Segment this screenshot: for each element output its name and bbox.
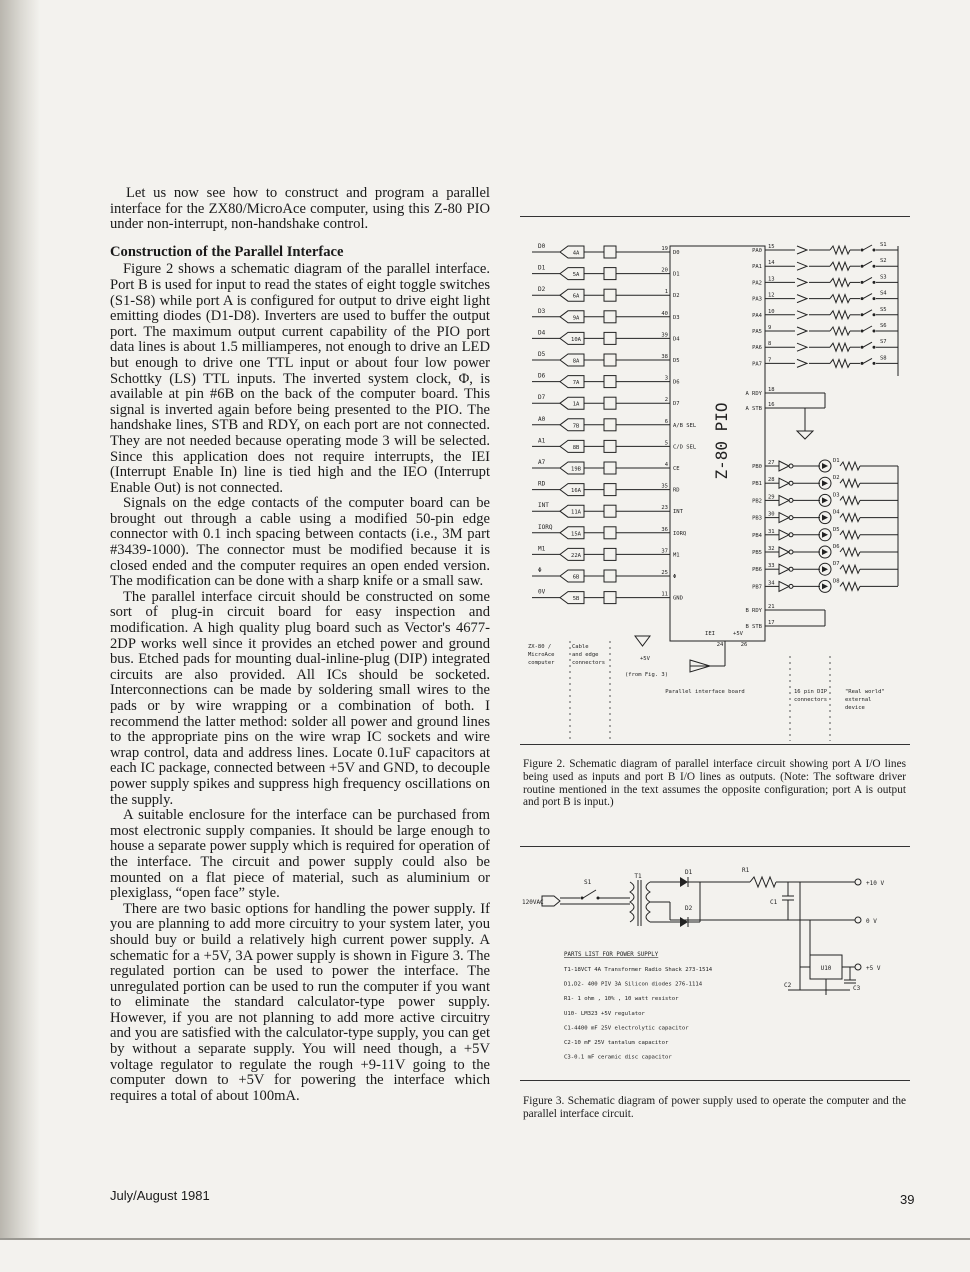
regulator-label: U10 xyxy=(820,965,832,972)
chip-pin-number: 12 xyxy=(768,292,775,299)
chip-pin-number: 33 xyxy=(768,563,775,570)
resistor-symbol xyxy=(830,278,850,286)
chip-pin-number: 38 xyxy=(661,354,668,360)
resistor-symbol xyxy=(840,462,860,470)
figure-3-schematic xyxy=(520,860,910,1075)
board-label: Parallel interface board xyxy=(665,689,745,695)
switch-label: S4 xyxy=(880,290,887,297)
switch-contact xyxy=(873,281,876,284)
dip-label: 16 pin DIP xyxy=(794,689,828,695)
iei-label: IEI xyxy=(705,631,715,637)
vcc-label: +5V xyxy=(733,631,743,637)
buffer-block xyxy=(604,592,616,604)
port-pin-label: PA0 xyxy=(752,248,762,254)
switch-contact xyxy=(873,297,876,300)
switch-label: S7 xyxy=(880,339,887,346)
resistor-symbol xyxy=(840,565,860,573)
port-pin-label: PB0 xyxy=(752,464,762,470)
page-bottom-edge xyxy=(0,1238,970,1272)
figure-rule xyxy=(520,744,910,745)
edge-pin-label: 9A xyxy=(572,315,580,322)
body-paragraph: Signals on the edge contacts of the computer board can be brought out through a cable using a modified 50-pin edge connector with 0.1 inch spacing between contacts (i.e., 3M part #3439-1000). The connector must be modified because it is closed ended and the computer requires an open ended version. The modification can be done with a sharp knife or a small saw. xyxy=(110,495,490,590)
connector-arrow xyxy=(797,246,807,254)
led-label: D6 xyxy=(833,544,840,550)
chip-pin-number: 18 xyxy=(768,387,775,393)
ground-symbol xyxy=(797,431,813,439)
resistor-symbol xyxy=(830,295,850,303)
parts-list-item: D1,D2- 400 PIV 3A Silicon diodes 276-1114 xyxy=(564,981,703,988)
zx80-label: MicroAce xyxy=(528,652,555,658)
edge-pin-label: 7B xyxy=(572,423,580,430)
reference-label: (from Fig. 3) xyxy=(625,672,669,678)
realworld-label: "Real world" xyxy=(845,689,885,695)
connector-arrow xyxy=(797,311,807,319)
signal-name: INT xyxy=(538,502,549,510)
resistor-label: R1 xyxy=(742,867,750,874)
connector-arrow xyxy=(797,327,807,335)
edge-pin-label: 22A xyxy=(571,552,581,559)
parts-list-item: C1-4400 mF 25V electrolytic capacitor xyxy=(564,1025,689,1032)
signal-name: 0V xyxy=(538,588,546,596)
capacitor-label: C2 xyxy=(784,982,792,989)
parts-list-item: R1- 1 ohm , 10% , 10 watt resistor xyxy=(564,996,679,1003)
edge-pin-label: 10A xyxy=(571,336,581,343)
capacitor-label: C3 xyxy=(853,985,861,992)
signal-name: Φ xyxy=(538,567,542,574)
control-pin-label: B STB xyxy=(745,624,762,630)
transformer-primary xyxy=(630,882,634,922)
buffer-block xyxy=(604,440,616,452)
resistor-symbol xyxy=(840,531,860,539)
switch-lever xyxy=(863,310,872,315)
inverter-symbol xyxy=(779,547,789,557)
control-pin-label: B RDY xyxy=(745,608,762,614)
led-diode xyxy=(822,532,828,538)
chip-pin-label: D1 xyxy=(673,271,680,278)
switch-contact xyxy=(873,265,876,268)
chip-pin-number: 25 xyxy=(661,570,668,576)
signal-name: M1 xyxy=(538,545,546,553)
switch-lever xyxy=(863,358,872,363)
diode-d2 xyxy=(680,917,688,927)
capacitor-label: C1 xyxy=(770,899,778,906)
edge-pin-label: 4A xyxy=(572,250,580,257)
resistor-symbol xyxy=(830,262,850,270)
signal-name: A1 xyxy=(538,437,546,445)
port-pin-label: PA1 xyxy=(752,264,762,271)
parts-list-item: C2-10 mF 25V tantalum capacitor xyxy=(564,1040,669,1046)
control-pin-label: A RDY xyxy=(745,391,762,397)
ac-plug xyxy=(542,896,560,906)
switch-contact xyxy=(873,362,876,365)
switch-label: S6 xyxy=(880,323,887,329)
signal-name: D2 xyxy=(538,286,546,294)
chip-pin-label: A/B SEL xyxy=(673,422,697,429)
edge-pin-label: 7A xyxy=(572,380,580,387)
connector-arrow xyxy=(797,359,807,367)
chip-pin-number: 15 xyxy=(768,244,775,250)
chip-pin-number: 9 xyxy=(768,325,772,331)
led-label: D2 xyxy=(833,475,840,482)
chip-pin-label: D5 xyxy=(673,358,680,364)
chip-pin-number: 21 xyxy=(768,604,775,610)
port-pin-label: PA5 xyxy=(752,329,762,335)
signal-name: D4 xyxy=(538,329,546,337)
chip-pin-number: 27 xyxy=(768,460,775,466)
chip-pin-label: M1 xyxy=(673,552,680,559)
figure-3-caption: Figure 3. Schematic diagram of power supply used to operate the computer and the parallel interface circuit. xyxy=(523,1095,906,1120)
chip-pin-number: 32 xyxy=(768,546,775,552)
output-label: 0 V xyxy=(866,918,877,925)
chip-pin-number: 14 xyxy=(768,260,775,267)
issue-date: July/August 1981 xyxy=(110,1188,210,1203)
resistor-symbol xyxy=(840,496,860,504)
output-terminal xyxy=(855,917,861,923)
signal-name: IORQ xyxy=(538,523,553,531)
chip-pin-label: Φ xyxy=(673,574,677,580)
inverter-symbol xyxy=(779,513,789,523)
chip-pin-number: 10 xyxy=(768,308,775,315)
chip-pin-number: 30 xyxy=(768,511,775,518)
inverter-symbol xyxy=(779,581,789,591)
switch-label: S1 xyxy=(880,242,887,248)
signal-name: D1 xyxy=(538,264,546,272)
resistor-symbol xyxy=(840,479,860,487)
switch-label: S2 xyxy=(880,258,887,265)
parts-list-item: T1-18VCT 4A Transformer Radio Shack 273-1514 xyxy=(564,967,713,973)
cable-label: Cable xyxy=(572,644,589,650)
parts-list-item: C3-0.1 mF ceramic disc capacitor xyxy=(564,1054,672,1061)
port-pin-label: PB1 xyxy=(752,481,762,488)
connector-arrow xyxy=(797,278,807,286)
connector-arrow xyxy=(797,262,807,270)
figure-top-rule xyxy=(520,216,910,217)
edge-pin-label: 8A xyxy=(572,358,580,365)
chip-pin-number: 17 xyxy=(768,620,775,626)
switch-label: S1 xyxy=(584,879,592,886)
body-paragraph: A suitable enclosure for the interface can be purchased from most electronic supply companies. It should be large enough to house a separate power supply which is required for operation of the interface. The circuit and power supply could also be mounted on a flat piece of material, such as aluminium or plexiglass, “open face” style. xyxy=(110,807,490,902)
supply-label: +5V xyxy=(640,656,650,662)
edge-pin-label: 5A xyxy=(572,272,580,279)
chip-pin-label: D4 xyxy=(673,336,680,343)
chip-pin-label: CE xyxy=(673,466,680,472)
switch-label: S3 xyxy=(880,274,887,281)
cable-label: connectors xyxy=(572,660,606,666)
buffer-block xyxy=(604,311,616,323)
transformer-secondary xyxy=(646,882,650,922)
chip-pin-number: 7 xyxy=(768,357,772,364)
signal-name: A0 xyxy=(538,415,546,423)
signal-name: RD xyxy=(538,480,546,488)
switch-lever xyxy=(863,261,872,266)
port-pin-label: PB7 xyxy=(752,584,762,591)
chip-pin-number: 34 xyxy=(768,580,775,587)
resistor-symbol xyxy=(830,327,850,335)
port-pin-label: PA2 xyxy=(752,280,762,287)
led-label: D3 xyxy=(833,492,840,499)
edge-pin-label: 16A xyxy=(571,488,581,495)
chip-pin-number: 28 xyxy=(768,477,775,484)
switch-contact xyxy=(873,330,876,333)
resistor-symbol xyxy=(840,514,860,522)
chip-pin-number: 37 xyxy=(661,548,668,555)
chip-pin-label: D3 xyxy=(673,314,680,321)
switch-label: S5 xyxy=(880,306,887,313)
dip-label: connectors xyxy=(794,697,828,703)
port-pin-label: PA6 xyxy=(752,345,762,352)
chip-pin-number: 3 xyxy=(664,375,668,382)
led-diode xyxy=(822,583,828,589)
led-diode xyxy=(822,515,828,521)
chip-pin-label: D6 xyxy=(673,379,680,386)
resistor-symbol xyxy=(830,311,850,319)
chip-pin-number: 40 xyxy=(661,310,668,317)
chip-pin-number: 19 xyxy=(661,246,668,252)
chip-pin-number: 4 xyxy=(664,462,668,468)
signal-name: D6 xyxy=(538,372,546,380)
chip-pin-number: 5 xyxy=(664,440,668,447)
inverter-symbol xyxy=(779,461,789,471)
led-label: D8 xyxy=(833,578,840,585)
body-paragraph: There are two basic options for handling the power supply. If you are planning to add more circuitry to your system later, you should buy or build a relatively high current power supply. A schematic for a +5V, 3A power supply is shown in Figure 3. The regulated portion can be used to power the interface. The unregulated portion can be used to run the computer if you want to eliminate the standard calculator-type power supply. However, if you are not planning to add more active circuitry and you are satisfied with the calculator-type supply, you can get by without a separate supply. You will need though, a +5V voltage regulator to regulate the rough +9-11V going to the computer down to +5V for powering the interface which requires a total of about 100mA. xyxy=(110,900,490,1104)
inverter-symbol xyxy=(779,495,789,505)
port-pin-label: PB4 xyxy=(752,532,762,539)
buffer-block xyxy=(604,246,616,258)
buffer-block xyxy=(604,332,616,344)
buffer-block xyxy=(604,527,616,539)
transformer-label: T1 xyxy=(634,873,642,880)
resistor-symbol xyxy=(840,582,860,590)
buffer-block xyxy=(604,462,616,474)
chip-pin-number: 8 xyxy=(768,341,772,348)
chip-pin-number: 39 xyxy=(661,332,668,339)
chip-pin-label: D7 xyxy=(673,401,680,408)
edge-pin-label: 6A xyxy=(572,293,580,300)
page-binding-shadow xyxy=(0,0,40,1270)
output-label: +5 V xyxy=(866,965,881,972)
chip-pin-number: 36 xyxy=(661,526,668,533)
parts-list-title: PARTS LIST FOR POWER SUPPLY xyxy=(564,952,659,958)
chip-pin-number: 20 xyxy=(661,267,668,274)
buffer-block xyxy=(604,376,616,388)
inverter-symbol xyxy=(779,478,789,488)
led-diode xyxy=(822,480,828,486)
resistor-symbol xyxy=(830,246,850,254)
chip-pin-number: 1 xyxy=(664,289,668,296)
chip-pin-label: C/D SEL xyxy=(673,444,697,451)
chip-pin-number: 23 xyxy=(661,505,668,512)
output-terminal xyxy=(855,879,861,885)
led-label: D5 xyxy=(833,526,840,533)
chip-pin-label: GND xyxy=(673,595,683,602)
edge-pin-label: 5B xyxy=(572,596,580,603)
section-heading: Construction of the Parallel Interface xyxy=(110,243,344,260)
port-pin-label: PA7 xyxy=(752,361,762,368)
edge-pin-label: 19B xyxy=(571,466,581,473)
realworld-label: device xyxy=(845,705,865,711)
led-label: D7 xyxy=(833,561,840,568)
chip-pin-label: INT xyxy=(673,509,683,516)
diode-d1 xyxy=(680,877,688,887)
edge-pin-label: 8B xyxy=(572,444,580,451)
signal-name: D5 xyxy=(538,351,546,358)
buffer-block xyxy=(604,268,616,280)
cable-label: and edge xyxy=(572,652,599,658)
buffer-block xyxy=(604,505,616,517)
signal-name: A7 xyxy=(538,459,546,466)
chip-pin-number: 16 xyxy=(768,402,775,408)
signal-name: D0 xyxy=(538,243,546,250)
chip-pin-number: 29 xyxy=(768,494,775,501)
chip-pin-number: 26 xyxy=(740,642,748,648)
output-terminal xyxy=(855,964,861,970)
signal-name: D7 xyxy=(538,394,546,402)
connector-arrow xyxy=(797,295,807,303)
led-label: D4 xyxy=(833,509,840,516)
chip-pin-number: 11 xyxy=(661,591,668,598)
figure-rule xyxy=(520,1080,910,1081)
buffer-block xyxy=(604,354,616,366)
buffer-block xyxy=(604,289,616,301)
connector-arrow xyxy=(797,343,807,351)
chip-pin-number: 6 xyxy=(664,418,668,425)
diode-label: D2 xyxy=(685,905,693,912)
figure-2-caption: Figure 2. Schematic diagram of parallel interface circuit showing port A I/O lines being used as inputs and port B I/O lines as outputs. (Note: The software driver routine mentioned in the text assumes the opposite configuration; port A is output and port B is input.) xyxy=(523,758,906,809)
edge-pin-label: 1A xyxy=(572,401,580,408)
switch-lever xyxy=(863,326,872,331)
signal-name: D3 xyxy=(538,307,546,315)
switch-lever xyxy=(863,294,872,299)
port-pin-label: PB5 xyxy=(752,550,762,556)
chip-pin-number: 24 xyxy=(716,642,724,648)
chip-pin-label: RD xyxy=(673,487,680,494)
chip-pin-number: 35 xyxy=(661,483,668,490)
port-pin-label: PA4 xyxy=(752,312,762,319)
led-diode xyxy=(822,566,828,572)
buffer-block xyxy=(604,484,616,496)
port-pin-label: PB3 xyxy=(752,515,762,522)
switch-contact xyxy=(873,249,876,252)
diode-label: D1 xyxy=(685,869,693,876)
inverter-symbol xyxy=(779,564,789,574)
switch-lever xyxy=(863,277,872,282)
led-label: D1 xyxy=(833,458,840,464)
switch-label: S8 xyxy=(880,355,887,362)
article-column xyxy=(110,186,490,1104)
switch-lever xyxy=(863,342,872,347)
intro-paragraph: Let us now see how to construct and program a parallel interface for the ZX80/MicroAce computer, using this Z-80 PIO under non-interrupt, non-handshake control. xyxy=(110,185,490,233)
port-pin-label: PA3 xyxy=(752,296,762,303)
realworld-label: external xyxy=(845,697,872,703)
zx80-label: ZX-80 / xyxy=(528,644,552,650)
edge-pin-label: 11A xyxy=(571,509,581,516)
figure-rule xyxy=(520,846,910,847)
buffer-block xyxy=(604,570,616,582)
edge-pin-label: 15A xyxy=(571,531,581,538)
parts-list-item: U10- LM323 +5V regulator xyxy=(564,1010,645,1017)
body-paragraph: The parallel interface circuit should be constructed on some sort of plug-in circuit board for easy inspection and modification. A high quality plug board such as Vector's 4677-2DP works well since it provides an etched power and ground bus. Etched pads for mounting dual-inline-plug (DIP) integrated circuits are also provided. All ICs should be socketed. Interconnections can be made by soldering small wires to the pads or by wire wrapping or a combination of both. I recommend the latter method: solder all power and ground lines to the appropriate pins on the wire wrap IC sockets and wire wrap control, data and address lines. Locate 0.1uF capacitors at each IC package, connected between +5V and GND, to decouple power supply spikes and suppress high frequency oscillations on the supply. xyxy=(110,588,490,808)
buffer-block xyxy=(604,397,616,409)
ac-input-label: 120VAC xyxy=(522,899,544,906)
chip-pin-number: 13 xyxy=(768,276,775,283)
control-pin-label: A STB xyxy=(745,406,762,412)
switch-contact xyxy=(873,313,876,316)
port-pin-label: PB2 xyxy=(752,498,762,505)
resistor-symbol xyxy=(830,359,850,367)
figure-2-schematic xyxy=(520,236,910,746)
pio-chip-name: Z-80 PIO xyxy=(712,402,731,480)
led-diode xyxy=(822,497,828,503)
chip-pin-number: 31 xyxy=(768,528,775,535)
switch-lever xyxy=(583,890,596,898)
chip-pin-label: D0 xyxy=(673,250,680,256)
chip-pin-label: IORQ xyxy=(673,530,687,537)
zx80-label: computer xyxy=(528,660,555,666)
switch-lever xyxy=(863,245,872,250)
chip-pin-number: 2 xyxy=(664,397,668,404)
resistor-symbol xyxy=(830,343,850,351)
port-pin-label: PB6 xyxy=(752,567,762,574)
page-number: 39 xyxy=(900,1192,915,1207)
ground-symbol xyxy=(635,636,650,646)
resistor-symbol xyxy=(840,548,860,556)
body-paragraph: Figure 2 shows a schematic diagram of the parallel interface. Port B is used for input to read the states of eight toggle switches (S1-S8) while port A is configured for output to drive eight light emitting diodes (D1-D8). Inverters are used to buffer the output port. The maximum output current capability of the PIO port data lines is about 1.5 milliamperes, not enough to drive an LED but enough to drive one TTL input or about four low power Schottky (LS) TTL inputs. The inverted system clock, Φ, is available at pin #6B on the back of the computer board. This signal is inverted again before being presented to the PIO. The handshake lines, STB and RDY, on each port are not connected. They are not needed because operating mode 3 will be selected. Since this application does not require interrupts, the IEI (Interrupt Enable In) line is tied high and the IEO (Interrupt Enable Out) is not connected. xyxy=(110,261,490,496)
resistor-r1 xyxy=(750,877,776,887)
inverter-symbol xyxy=(779,530,789,540)
switch-contact xyxy=(873,346,876,349)
buffer-block xyxy=(604,419,616,431)
led-diode xyxy=(822,463,828,469)
edge-pin-label: 6B xyxy=(572,574,580,581)
output-label: +10 V xyxy=(866,880,885,887)
led-diode xyxy=(822,549,828,555)
chip-pin-label: D2 xyxy=(673,293,680,300)
buffer-block xyxy=(604,548,616,560)
